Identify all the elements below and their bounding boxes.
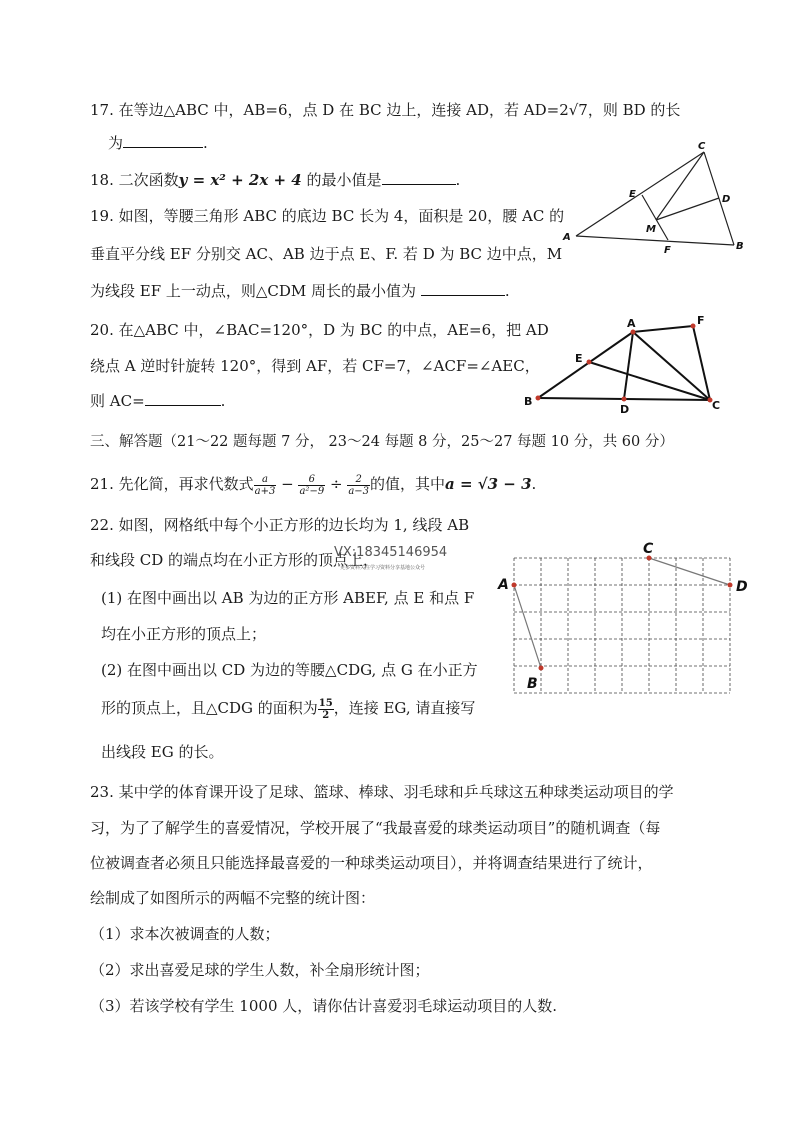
q18-answer-blank [382,170,456,185]
fig20-line-fc [693,326,710,400]
q17-prefix: 为 [108,134,124,152]
fig20-point-f [691,324,696,329]
fig20-line-af [633,326,693,332]
grid-point-d [728,583,733,588]
q19-end: . [504,282,510,300]
q17-answer-blank [123,133,203,148]
fig20-point-b [536,396,541,401]
q21-expr: a = √3 − 3 [445,475,532,493]
q18-suffix: 的最小值是 [301,171,382,189]
q20-answer-blank [145,391,221,406]
watermark-sub: 更多资料关注学习资料分享基地公众号 [340,565,426,571]
section3-heading: 三、解答题（21～22 题每题 7 分， 23～24 每题 8 分，25～27 每题 10 分，共 60 分） [90,434,674,450]
q23-sub3: （3）若该学校有学生 1000 人，请你估计喜爱羽毛球运动项目的人数. [90,997,558,1015]
q22-line1: 22. 如图，网格纸中每个小正方形的边长均为 1, 线段 AB [90,516,470,534]
q21-f1-num: a [254,474,277,486]
q23-line1: 23. 某中学的体育课开设了足球、篮球、棒球、羽毛球和乒乓球这五种球类运动项目的学 [90,783,674,801]
q21-f3-den: a−3 [348,485,370,497]
fig19-label-m: M [646,224,656,235]
q22-sub1b: 均在小正方形的顶点上； [101,625,267,643]
q21-end: . [531,475,537,493]
fig20-label-b: B [524,395,533,408]
fig19-side-ab [576,236,734,245]
fig20-point-d [622,397,627,402]
grid-point-a [512,583,517,588]
q19-line3 [90,281,510,301]
grid-label-a: A [498,577,509,593]
q21-minus: − [281,475,294,493]
grid-label-c: C [643,541,654,557]
q21-f2-num: 6 [298,474,325,486]
q17-end: . [203,134,208,152]
q18-end: . [455,171,461,189]
q22-area-den: 2 [322,709,330,721]
q22-sub2c: 出线段 EG 的长。 [101,743,224,761]
watermark-contact: VX:18345146954 [334,545,448,560]
q22-grid-figure [490,535,775,700]
fig20-side-ba [538,332,633,398]
fig19-side-ac [576,152,704,236]
q19-answer-blank [421,281,505,296]
q21-f3-num: 2 [347,474,370,486]
q22-sub2b [101,693,475,723]
q22-area-fraction [318,698,334,721]
fig19-label-c: C [698,141,706,152]
q20-line3 [90,391,225,411]
q19-prefix: 为线段 EF 上一动点，则△CDM 周长的最小值为 [90,282,417,300]
segment-cd [649,558,730,585]
fig19-label-e: E [629,189,636,200]
q23-line4: 绘制成了如图所示的两幅不完整的统计图： [90,889,376,907]
q19-line2: 垂直平分线 EF 分别交 AC、AB 边于点 E、F. 若 D 为 BC 边中点，M [90,245,563,263]
q20-figure [518,310,748,420]
q18-line [90,170,460,190]
segment-ab [514,585,541,668]
q21-fraction-2 [298,474,325,497]
q18-prefix: 18. 二次函数 [90,171,179,189]
q19-line1: 19. 如图，等腰三角形 ABC 的底边 BC 长为 4，面积是 20，腰 AC 的 [90,207,565,225]
fig20-label-a: A [627,317,636,330]
q19-figure [560,140,750,260]
q22-sub2b-pre: 形的顶点上，且△CDG 的面积为 [101,699,318,717]
q21-line [90,470,536,498]
q17-line2 [108,133,208,153]
q21-mid: 的值，其中 [370,475,446,493]
fig20-line-ad [624,332,633,399]
q22-area-num: 15 [318,697,333,709]
fig20-label-e: E [575,352,583,365]
q21-f1-den: a+3 [254,485,276,497]
fig20-side-ac [633,332,710,400]
fig19-label-f: F [664,245,671,256]
q21-f2-den: a²−9 [299,485,325,497]
fig19-line-mc [656,152,704,220]
fig20-label-f: F [697,314,705,327]
q21-div: ÷ [329,475,343,493]
q23-line2: 习，为了了解学生的喜爱情况，学校开展了“我最喜爱的球类运动项目”的随机调查（每 [90,819,661,837]
q20-prefix: 则 AC= [90,392,145,410]
q22-sub2b-post: ，连接 EG, 请直接写 [333,699,476,717]
q22-sub2a: (2) 在图中画出以 CD 为边的等腰△CDG, 点 G 在小正方 [101,661,478,679]
q18-expr: y = x² + 2x + 4 [178,171,302,189]
q17-line1: 17. 在等边△ABC 中，AB=6，点 D 在 BC 边上，连接 AD，若 AD=2√7，则 BD 的长 [90,101,681,119]
q20-line2: 绕点 A 逆时针旋转 120°，得到 AF，若 CF=7，∠ACF=∠AEC， [90,357,540,375]
fig20-label-c: C [712,399,721,412]
q22-line2: 和线段 CD 的端点均在小正方形的顶点上， [90,551,379,569]
fig19-label-a: A [563,232,571,243]
q23-line3: 位被调查者必须且只能选择最喜爱的一种球类运动项目），并将调查结果进行了统计， [90,854,653,872]
grid-point-b [539,666,544,671]
fig20-point-a [631,330,636,335]
grid-label-d: D [736,579,748,595]
fig20-line-ec [589,362,710,400]
fig19-label-b: B [736,241,744,252]
q23-sub1: （1）求本次被调查的人数； [90,925,280,943]
q23-sub2: （2）求出喜爱足球的学生人数，补全扇形统计图； [90,961,430,979]
fig20-label-d: D [620,403,630,416]
fig20-point-e [587,360,592,365]
grid-lines [514,558,730,693]
q21-fraction-1 [254,474,277,497]
fig19-line-md [656,198,719,220]
grid-label-b: B [527,676,538,692]
q21-prefix: 21. 先化简，再求代数式 [90,475,254,493]
q22-sub1a: (1) 在图中画出以 AB 为边的正方形 ABEF, 点 E 和点 F [101,589,475,607]
fig19-label-d: D [722,194,731,205]
q20-line1: 20. 在△ABC 中，∠BAC=120°，D 为 BC 的中点，AE=6，把 AD [90,321,549,339]
q20-end: . [220,392,226,410]
q21-fraction-3 [347,474,370,497]
